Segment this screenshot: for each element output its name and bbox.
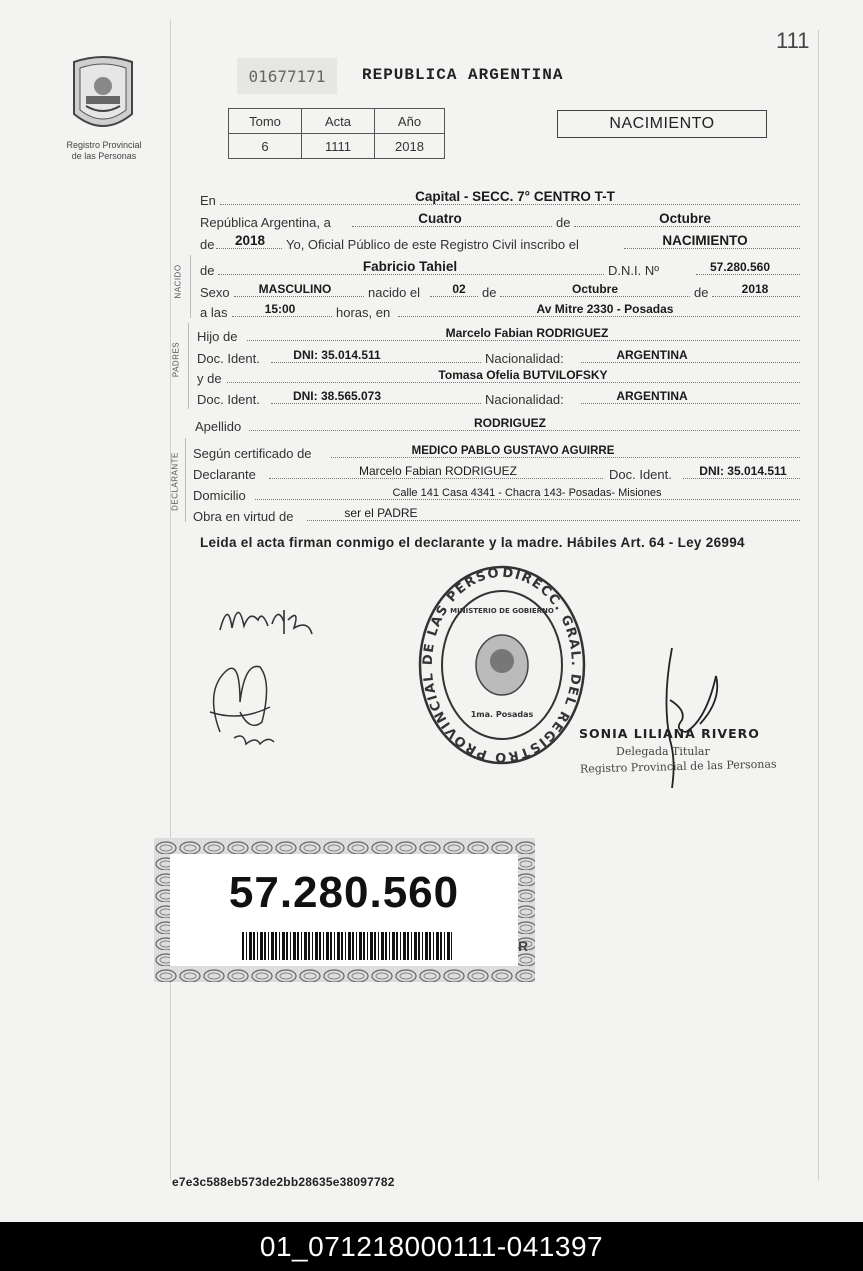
value-domicilio: Calle 141 Casa 4341 - Chacra 143- Posadas- Misiones <box>392 487 662 499</box>
id-number-label <box>154 838 535 982</box>
dots <box>500 296 690 297</box>
anio-value: 2018 <box>375 134 445 159</box>
dots <box>232 316 332 317</box>
dots <box>352 226 552 227</box>
logo-caption-line-1: Registro Provincial <box>66 140 142 150</box>
row-declarante <box>193 464 800 482</box>
barcode <box>242 932 452 960</box>
label-declarante: Declarante <box>193 467 256 482</box>
label-dni: D.N.I. Nº <box>608 263 659 278</box>
label-segun: Según certificado de <box>193 446 312 461</box>
dots <box>430 296 478 297</box>
page-number: 111 <box>776 28 810 53</box>
stamp-inner-bottom: 1ma. Posadas <box>470 710 534 719</box>
dots <box>712 296 800 297</box>
footer-file-id: 01_071218000111-041397 <box>0 1222 863 1271</box>
section-line-declarante <box>185 438 186 522</box>
registry-value-row <box>229 134 445 159</box>
corner-mark: R <box>518 938 529 954</box>
officer-office: Registro Provincial de las Personas <box>579 757 777 776</box>
dots <box>227 382 800 383</box>
act-type-box: NACIMIENTO <box>557 110 767 138</box>
label-republica: República Argentina, a <box>200 215 331 230</box>
label-nacionalidad-2: Nacionalidad: <box>485 392 564 407</box>
label-nacionalidad: Nacionalidad: <box>485 351 564 366</box>
value-dia: Cuatro <box>418 211 462 226</box>
label-de: de <box>556 215 571 230</box>
value-anio: 2018 <box>234 233 266 248</box>
dots <box>247 340 800 341</box>
label-doc-ident-3: Doc. Ident. <box>609 467 672 482</box>
section-tag-nacido: NACIDO <box>173 264 183 299</box>
stamp-inner-top: MINISTERIO DE GOBIERNO <box>450 607 554 615</box>
dots <box>581 403 800 404</box>
signature-declarante <box>210 590 330 650</box>
row-domicilio <box>193 485 800 503</box>
right-margin-line <box>818 30 819 1180</box>
officer-role: Delegada Titular <box>616 745 710 758</box>
row-madre <box>197 368 800 386</box>
label-domicilio: Domicilio <box>193 488 246 503</box>
label-y-de: y de <box>197 371 222 386</box>
label-doc-ident-2: Doc. Ident. <box>197 392 260 407</box>
dots <box>249 430 800 431</box>
province-seal-logo <box>66 56 140 136</box>
value-lugar: Capital - SECC. 7° CENTRO T-T <box>415 189 615 204</box>
row-apellido <box>195 416 800 434</box>
row-inscripcion <box>200 234 800 252</box>
signature-madre <box>200 652 290 752</box>
row-padre-doc <box>197 348 800 366</box>
officer-name: SONIA LILIANA RIVERO <box>579 726 760 741</box>
row-fecha <box>200 212 800 230</box>
row-padre <box>197 326 800 344</box>
label-apellido: Apellido <box>195 419 242 434</box>
value-dni: 57.280.560 <box>709 260 771 274</box>
logo-caption <box>50 140 158 162</box>
logo-caption-line-2: de las Personas <box>71 151 137 161</box>
value-mes: Octubre <box>659 211 711 226</box>
serial-number: 01677171 <box>237 58 337 94</box>
left-margin-line <box>170 20 171 1180</box>
label-a-las: a las <box>200 305 228 320</box>
section-line-nacido <box>190 255 191 318</box>
value-nombre: Fabricio Tahiel <box>362 259 458 274</box>
row-certificado <box>193 443 800 461</box>
label-nacido-de: de <box>200 263 215 278</box>
row-obra <box>193 506 800 524</box>
acta-header: Acta <box>302 109 375 134</box>
dots <box>218 274 604 275</box>
label-de4: de <box>694 285 709 300</box>
document-hash: e7e3c588eb573de2bb28635e38097782 <box>172 1175 395 1189</box>
label-hijo-de: Hijo de <box>197 329 238 344</box>
id-number: 57.280.560 <box>228 868 460 917</box>
value-lugar-nac: Av Mitre 2330 - Posadas <box>536 302 674 316</box>
dots <box>624 248 800 249</box>
stamp-ring-text: DIRECC. GRAL. DEL REGISTRO PROVINCIAL DE LAS PERSONAS <box>411 554 583 765</box>
dots <box>307 520 800 521</box>
section-tag-padres: PADRES <box>171 341 181 378</box>
dots <box>696 274 800 275</box>
label-nacido-el: nacido el <box>368 285 421 300</box>
value-obra: ser el PADRE <box>344 506 418 520</box>
value-hora: 15:00 <box>264 302 296 316</box>
dots <box>234 296 364 297</box>
value-madre-nac: ARGENTINA <box>616 389 688 403</box>
anio-header: Año <box>375 109 445 134</box>
row-en <box>200 190 800 208</box>
acta-value: 1111 <box>302 134 375 159</box>
label-de2: de <box>200 237 215 252</box>
dots <box>216 248 282 249</box>
value-certificado: MEDICO PABLO GUSTAVO AGUIRRE <box>411 445 615 457</box>
value-sexo: MASCULINO <box>258 282 332 296</box>
row-madre-doc <box>197 389 800 407</box>
dots <box>683 478 800 479</box>
label-en: En <box>200 193 216 208</box>
dots <box>574 226 800 227</box>
value-padre-nac: ARGENTINA <box>616 348 688 362</box>
value-declarante: Marcelo Fabian RODRIGUEZ <box>358 464 518 478</box>
dots <box>255 499 800 500</box>
value-inscripcion: NACIMIENTO <box>662 233 748 248</box>
value-madre-doc: DNI: 38.565.073 <box>292 389 382 403</box>
id-label-inner <box>170 854 518 966</box>
dots <box>331 457 800 458</box>
tomo-header: Tomo <box>229 109 302 134</box>
dots <box>269 478 603 479</box>
registry-table <box>228 108 445 159</box>
value-nac-anio: 2018 <box>741 282 769 296</box>
section-tag-declarante: DECLARANTE <box>170 452 180 511</box>
dots <box>581 362 800 363</box>
label-yo: Yo, Oficial Público de este Registro Civil inscribo el <box>286 237 579 252</box>
closing-statement: Leida el acta firman conmigo el declarante y la madre. Hábiles Art. 64 - Ley 26994 <box>200 535 745 550</box>
document-title: REPUBLICA ARGENTINA <box>362 66 564 84</box>
tomo-value: 6 <box>229 134 302 159</box>
value-nac-dia: 02 <box>452 282 466 296</box>
label-doc-ident: Doc. Ident. <box>197 351 260 366</box>
section-line-padres <box>188 323 189 409</box>
registry-header-row <box>229 109 445 134</box>
dots <box>271 362 481 363</box>
label-obra: Obra en virtud de <box>193 509 294 524</box>
label-horas-en: horas, en <box>336 305 391 320</box>
value-apellido: RODRIGUEZ <box>474 416 546 430</box>
dots <box>398 316 800 317</box>
value-declarante-doc: DNI: 35.014.511 <box>699 464 787 478</box>
label-de3: de <box>482 285 497 300</box>
value-padre-doc: DNI: 35.014.511 <box>293 348 381 362</box>
dots <box>220 204 800 205</box>
label-sexo: Sexo <box>200 285 230 300</box>
row-hora <box>200 302 800 320</box>
value-madre: Tomasa Ofelia BUTVILOFSKY <box>438 368 608 382</box>
official-stamp <box>411 554 586 765</box>
row-sexo <box>200 282 800 300</box>
dots <box>271 403 481 404</box>
value-padre: Marcelo Fabian RODRIGUEZ <box>445 326 609 340</box>
value-nac-mes: Octubre <box>571 282 618 296</box>
row-nombre <box>200 260 800 278</box>
